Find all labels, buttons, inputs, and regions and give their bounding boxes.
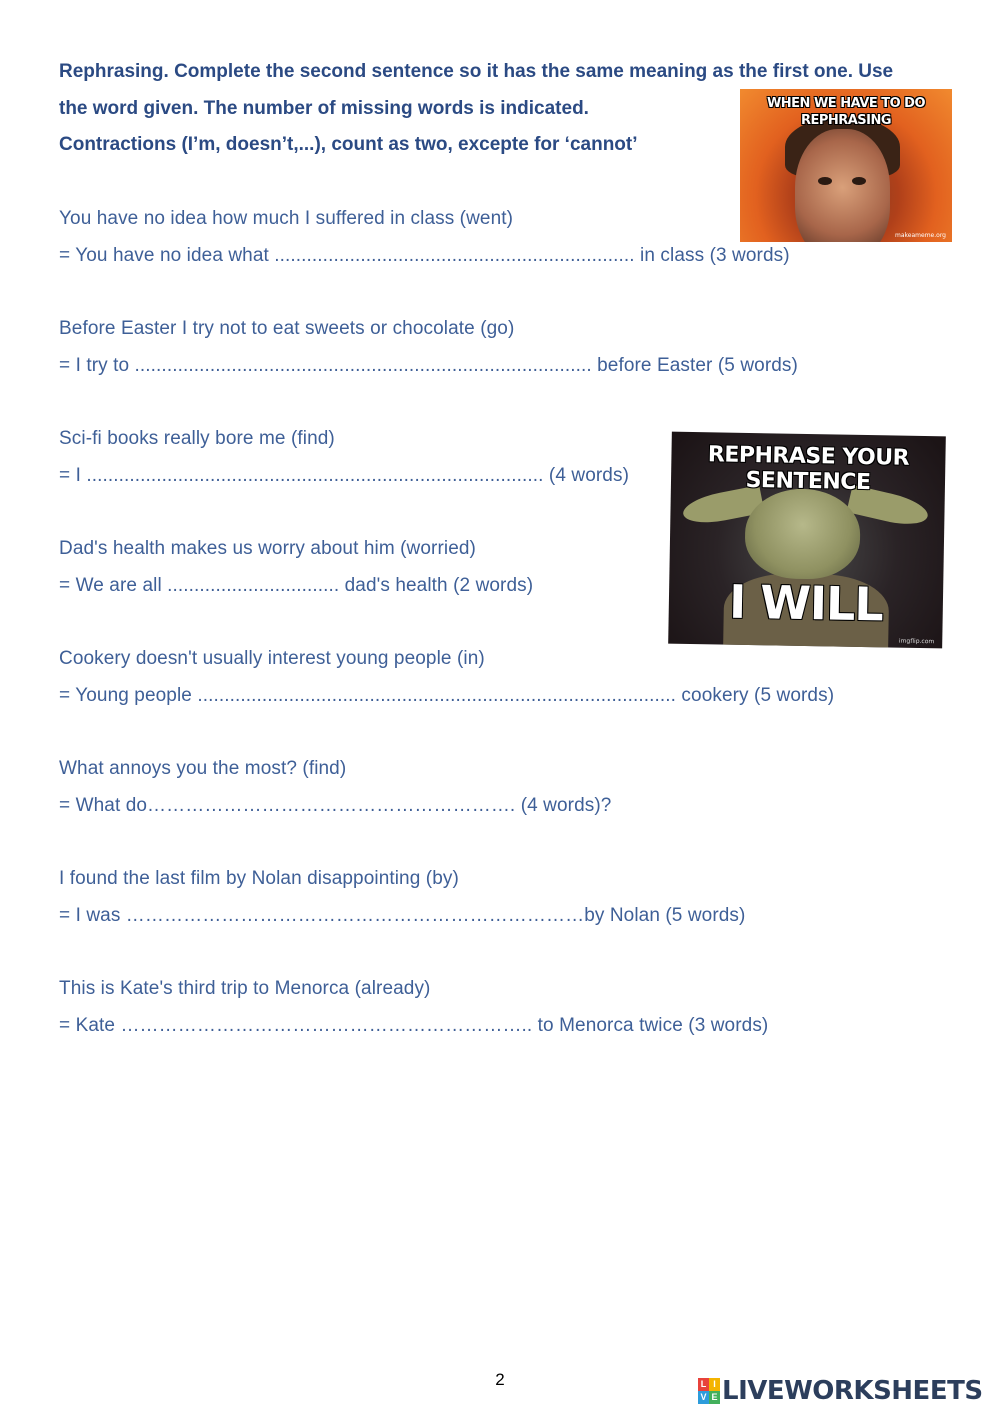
exercise-2-original: Before Easter I try not to eat sweets or chocolate (go) — [59, 318, 515, 339]
exercise-7-original: I found the last film by Nolan disappointing (by) — [59, 868, 459, 889]
exercise-6-rephrase[interactable]: = What do…………………………………………………. (4 words)? — [59, 795, 612, 816]
meme-2-watermark: imgflip.com — [898, 637, 935, 646]
logo-letter-l: L — [698, 1378, 709, 1391]
instruction-line-3: Contractions (I’m, doesn’t,...), count as two, excepte for ‘cannot’ — [59, 134, 638, 155]
exercise-4-original: Dad's health makes us worry about him (worried) — [59, 538, 476, 559]
page-number: 2 — [495, 1370, 505, 1389]
exercise-5-rephrase[interactable]: = Young people ......................................................................................... cookery (5 words) — [59, 685, 835, 706]
logo-letter-i: I — [709, 1378, 720, 1391]
liveworksheets-logo-icon — [698, 1378, 720, 1404]
exercise-3-rephrase[interactable]: = I ..................................................................................... (4 words) — [59, 465, 629, 486]
liveworksheets-brand[interactable] — [698, 1376, 983, 1406]
exercise-1-rephrase[interactable]: = You have no idea what ................................................................... in class (3 words) — [59, 245, 790, 266]
exercise-8-original: This is Kate's third trip to Menorca (already) — [59, 978, 431, 999]
exercise-3-original: Sci-fi books really bore me (find) — [59, 428, 335, 449]
meme-2-caption-top: REPHRASE YOUR SENTENCE — [707, 442, 910, 496]
exercise-2-rephrase[interactable]: = I try to ..................................................................................... before Easter (5 words) — [59, 355, 798, 376]
meme-frodo-image — [740, 89, 952, 242]
logo-letter-v: V — [698, 1391, 709, 1404]
exercise-6-original: What annoys you the most? (find) — [59, 758, 347, 779]
meme-1-watermark: makeameme.org — [895, 232, 946, 239]
meme-yoda-image — [668, 432, 946, 649]
brand-name: LIVEWORKSHEETS — [722, 1376, 983, 1406]
instruction-line-2: the word given. The number of missing words is indicated. — [59, 98, 589, 119]
logo-letter-e: E — [709, 1391, 720, 1404]
exercise-7-rephrase[interactable]: = I was ………………………………………………………………by Nolan (5 words) — [59, 905, 746, 926]
meme-2-caption-bottom: I WILL — [728, 574, 884, 632]
meme-1-caption: WHEN WE HAVE TO DO REPHRASING — [766, 96, 926, 128]
exercise-5-original: Cookery doesn't usually interest young people (in) — [59, 648, 485, 669]
exercise-4-rephrase[interactable]: = We are all ................................ dad's health (2 words) — [59, 575, 534, 596]
instruction-line-1: Rephrasing. Complete the second sentence so it has the same meaning as the first one. Use — [59, 61, 894, 82]
exercise-8-rephrase[interactable]: = Kate ……………………………………………………….. to Menorca twice (3 words) — [59, 1015, 769, 1036]
exercise-1-original: You have no idea how much I suffered in class (went) — [59, 208, 514, 229]
